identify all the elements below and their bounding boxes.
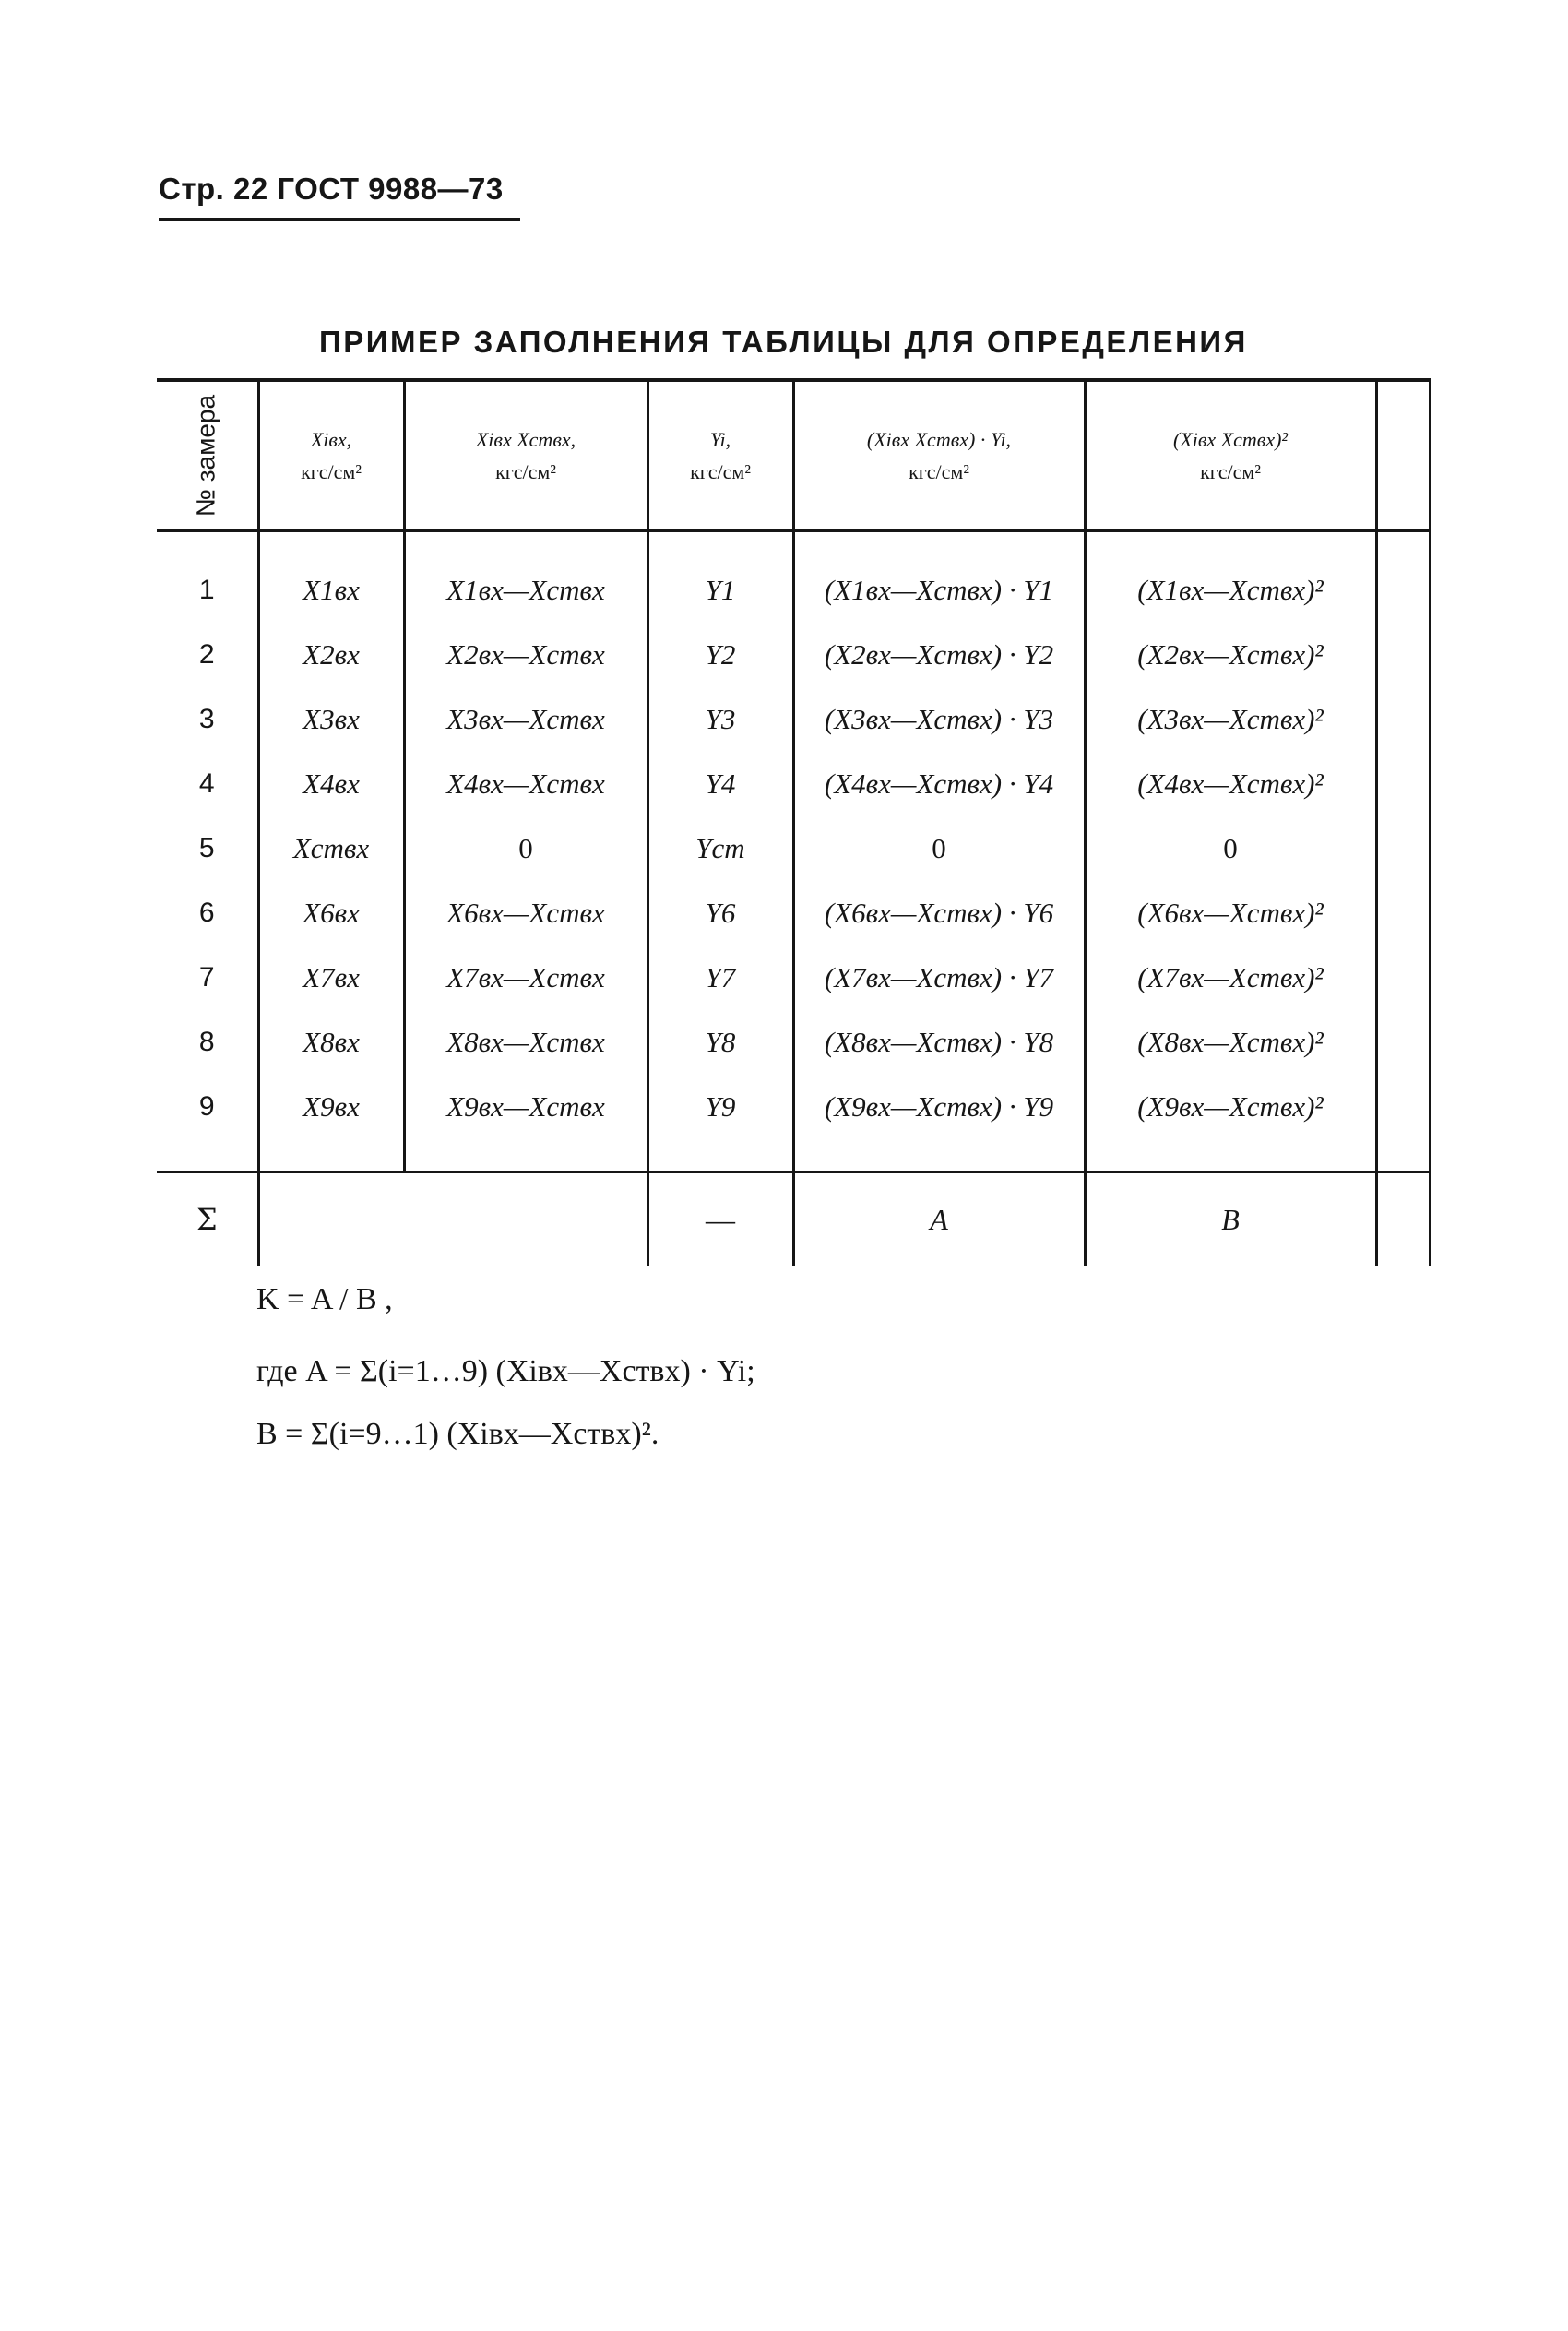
cell-x-difference: X6вх—Xствх	[404, 881, 647, 945]
cell-y: Y1	[647, 531, 793, 624]
cell-product: (X6вх—Xствх) · Y6	[793, 881, 1085, 945]
table-row	[157, 1010, 1430, 1075]
cell-x-difference: X4вх—Xствх	[404, 752, 647, 816]
formulas	[256, 1282, 755, 1452]
formula-b: B = Σ(i=9…1) (Xiвх—Xствх)².	[256, 1417, 659, 1451]
cell-x-input: X4вх	[258, 752, 404, 816]
cell-product: (X9вх—Xствх) · Y9	[793, 1075, 1085, 1172]
cell-y: Y2	[647, 623, 793, 687]
cell-x-difference: X1вх—Xствх	[404, 531, 647, 624]
header-product-unit: кгс/см²	[909, 460, 969, 483]
header-x-difference-var: Xiвх Xствх,	[475, 427, 576, 451]
table-row	[157, 1075, 1430, 1172]
header-square-unit: кгс/см²	[1200, 460, 1261, 483]
cell-square: (X4вх—Xствх)²	[1085, 752, 1376, 816]
cell-product: (X1вх—Xствх) · Y1	[793, 531, 1085, 624]
header-x-input	[258, 380, 404, 531]
cell-square: (X1вх—Xствх)²	[1085, 531, 1376, 624]
cell-x-input: X7вх	[258, 945, 404, 1010]
header-rule	[159, 218, 520, 221]
cell-square: (X7вх—Xствх)²	[1085, 945, 1376, 1010]
cell-x-input: X2вх	[258, 623, 404, 687]
summary-sigma: Σ	[157, 1172, 258, 1267]
cell-product: (X4вх—Xствх) · Y4	[793, 752, 1085, 816]
cell-number: 9	[198, 1091, 215, 1122]
header-y-unit: кгс/см²	[690, 460, 751, 483]
cell-square: (X6вх—Xствх)²	[1085, 881, 1376, 945]
cell-number: 4	[198, 768, 215, 799]
table-title: ПРИМЕР ЗАПОЛНЕНИЯ ТАБЛИЦЫ ДЛЯ ОПРЕДЕЛЕНИЯ	[319, 325, 1248, 359]
cell-x-input: X6вх	[258, 881, 404, 945]
cell-x-input: X8вх	[258, 1010, 404, 1075]
header-product	[793, 380, 1085, 531]
cell-x-difference: X7вх—Xствх	[404, 945, 647, 1010]
summary-a: A	[793, 1172, 1085, 1267]
summary-b: B	[1085, 1172, 1376, 1267]
table-row	[157, 623, 1430, 687]
cell-blank	[1376, 623, 1430, 687]
cell-number: 6	[198, 898, 215, 928]
cell-y: Y7	[647, 945, 793, 1010]
header-x-difference-unit: кгс/см²	[495, 460, 556, 483]
cell-product: (X2вх—Xствх) · Y2	[793, 623, 1085, 687]
cell-x-input: X1вх	[258, 531, 404, 624]
cell-x-input: X3вх	[258, 687, 404, 752]
header-x-difference	[404, 380, 647, 531]
header-empty	[1376, 380, 1430, 531]
cell-number: 1	[198, 575, 215, 605]
cell-number: 5	[198, 833, 215, 863]
header-y-var: Yi,	[709, 427, 731, 451]
header-square	[1085, 380, 1376, 531]
cell-x-input: X9вх	[258, 1075, 404, 1172]
cell-number: 2	[198, 639, 215, 670]
cell-blank	[1376, 816, 1430, 881]
cell-blank	[1376, 531, 1430, 624]
cell-square: (X3вх—Xствх)²	[1085, 687, 1376, 752]
summary-row	[157, 1172, 1430, 1267]
cell-product: (X3вх—Xствх) · Y3	[793, 687, 1085, 752]
cell-number: 3	[198, 704, 215, 734]
cell-y: Y9	[647, 1075, 793, 1172]
cell-x-difference: X2вх—Xствх	[404, 623, 647, 687]
header-measurement-number-label: № замера	[191, 394, 220, 517]
summary-empty	[258, 1172, 647, 1267]
cell-y: Y4	[647, 752, 793, 816]
summary-blank	[1376, 1172, 1430, 1267]
cell-square: (X2вх—Xствх)²	[1085, 623, 1376, 687]
cell-number: 8	[198, 1027, 215, 1057]
cell-x-input: Xствх	[258, 816, 404, 881]
cell-x-difference: X9вх—Xствх	[404, 1075, 647, 1172]
formula-k: K = A / B ,	[256, 1282, 393, 1316]
cell-number: 7	[198, 962, 215, 993]
cell-x-difference: X8вх—Xствх	[404, 1010, 647, 1075]
cell-y: Y6	[647, 881, 793, 945]
header-x-input-unit: кгс/см²	[301, 460, 362, 483]
header-x-input-var: Xiвх,	[310, 427, 352, 451]
header-product-var: (Xiвх Xствх) · Yi,	[866, 427, 1012, 451]
table-row	[157, 752, 1430, 816]
cell-x-difference: X3вх—Xствх	[404, 687, 647, 752]
cell-product: (X7вх—Xствх) · Y7	[793, 945, 1085, 1010]
table-row	[157, 945, 1430, 1010]
cell-blank	[1376, 752, 1430, 816]
table-body	[157, 531, 1430, 1172]
cell-blank	[1376, 881, 1430, 945]
table-row	[157, 881, 1430, 945]
cell-blank	[1376, 1075, 1430, 1172]
table-header-row	[157, 380, 1430, 531]
cell-y: Yст	[647, 816, 793, 881]
cell-blank	[1376, 1010, 1430, 1075]
header-square-var: (Xiвх Xствх)²	[1172, 427, 1289, 451]
cell-x-difference: 0	[404, 816, 647, 881]
cell-y: Y3	[647, 687, 793, 752]
header-measurement-number	[157, 380, 258, 531]
cell-product: (X8вх—Xствх) · Y8	[793, 1010, 1085, 1075]
cell-square: (X8вх—Xствх)²	[1085, 1010, 1376, 1075]
cell-square: (X9вх—Xствх)²	[1085, 1075, 1376, 1172]
data-table	[157, 378, 1431, 1266]
page-header: Стр. 22 ГОСТ 9988—73	[159, 172, 504, 206]
table-row	[157, 816, 1430, 881]
cell-blank	[1376, 945, 1430, 1010]
formula-a: где A = Σ(i=1…9) (Xiвх—Xствх) · Yi;	[256, 1354, 755, 1388]
table-row	[157, 531, 1430, 624]
cell-square: 0	[1085, 816, 1376, 881]
header-y	[647, 380, 793, 531]
cell-product: 0	[793, 816, 1085, 881]
cell-y: Y8	[647, 1010, 793, 1075]
summary-y: —	[647, 1172, 793, 1267]
cell-blank	[1376, 687, 1430, 752]
table-row	[157, 687, 1430, 752]
